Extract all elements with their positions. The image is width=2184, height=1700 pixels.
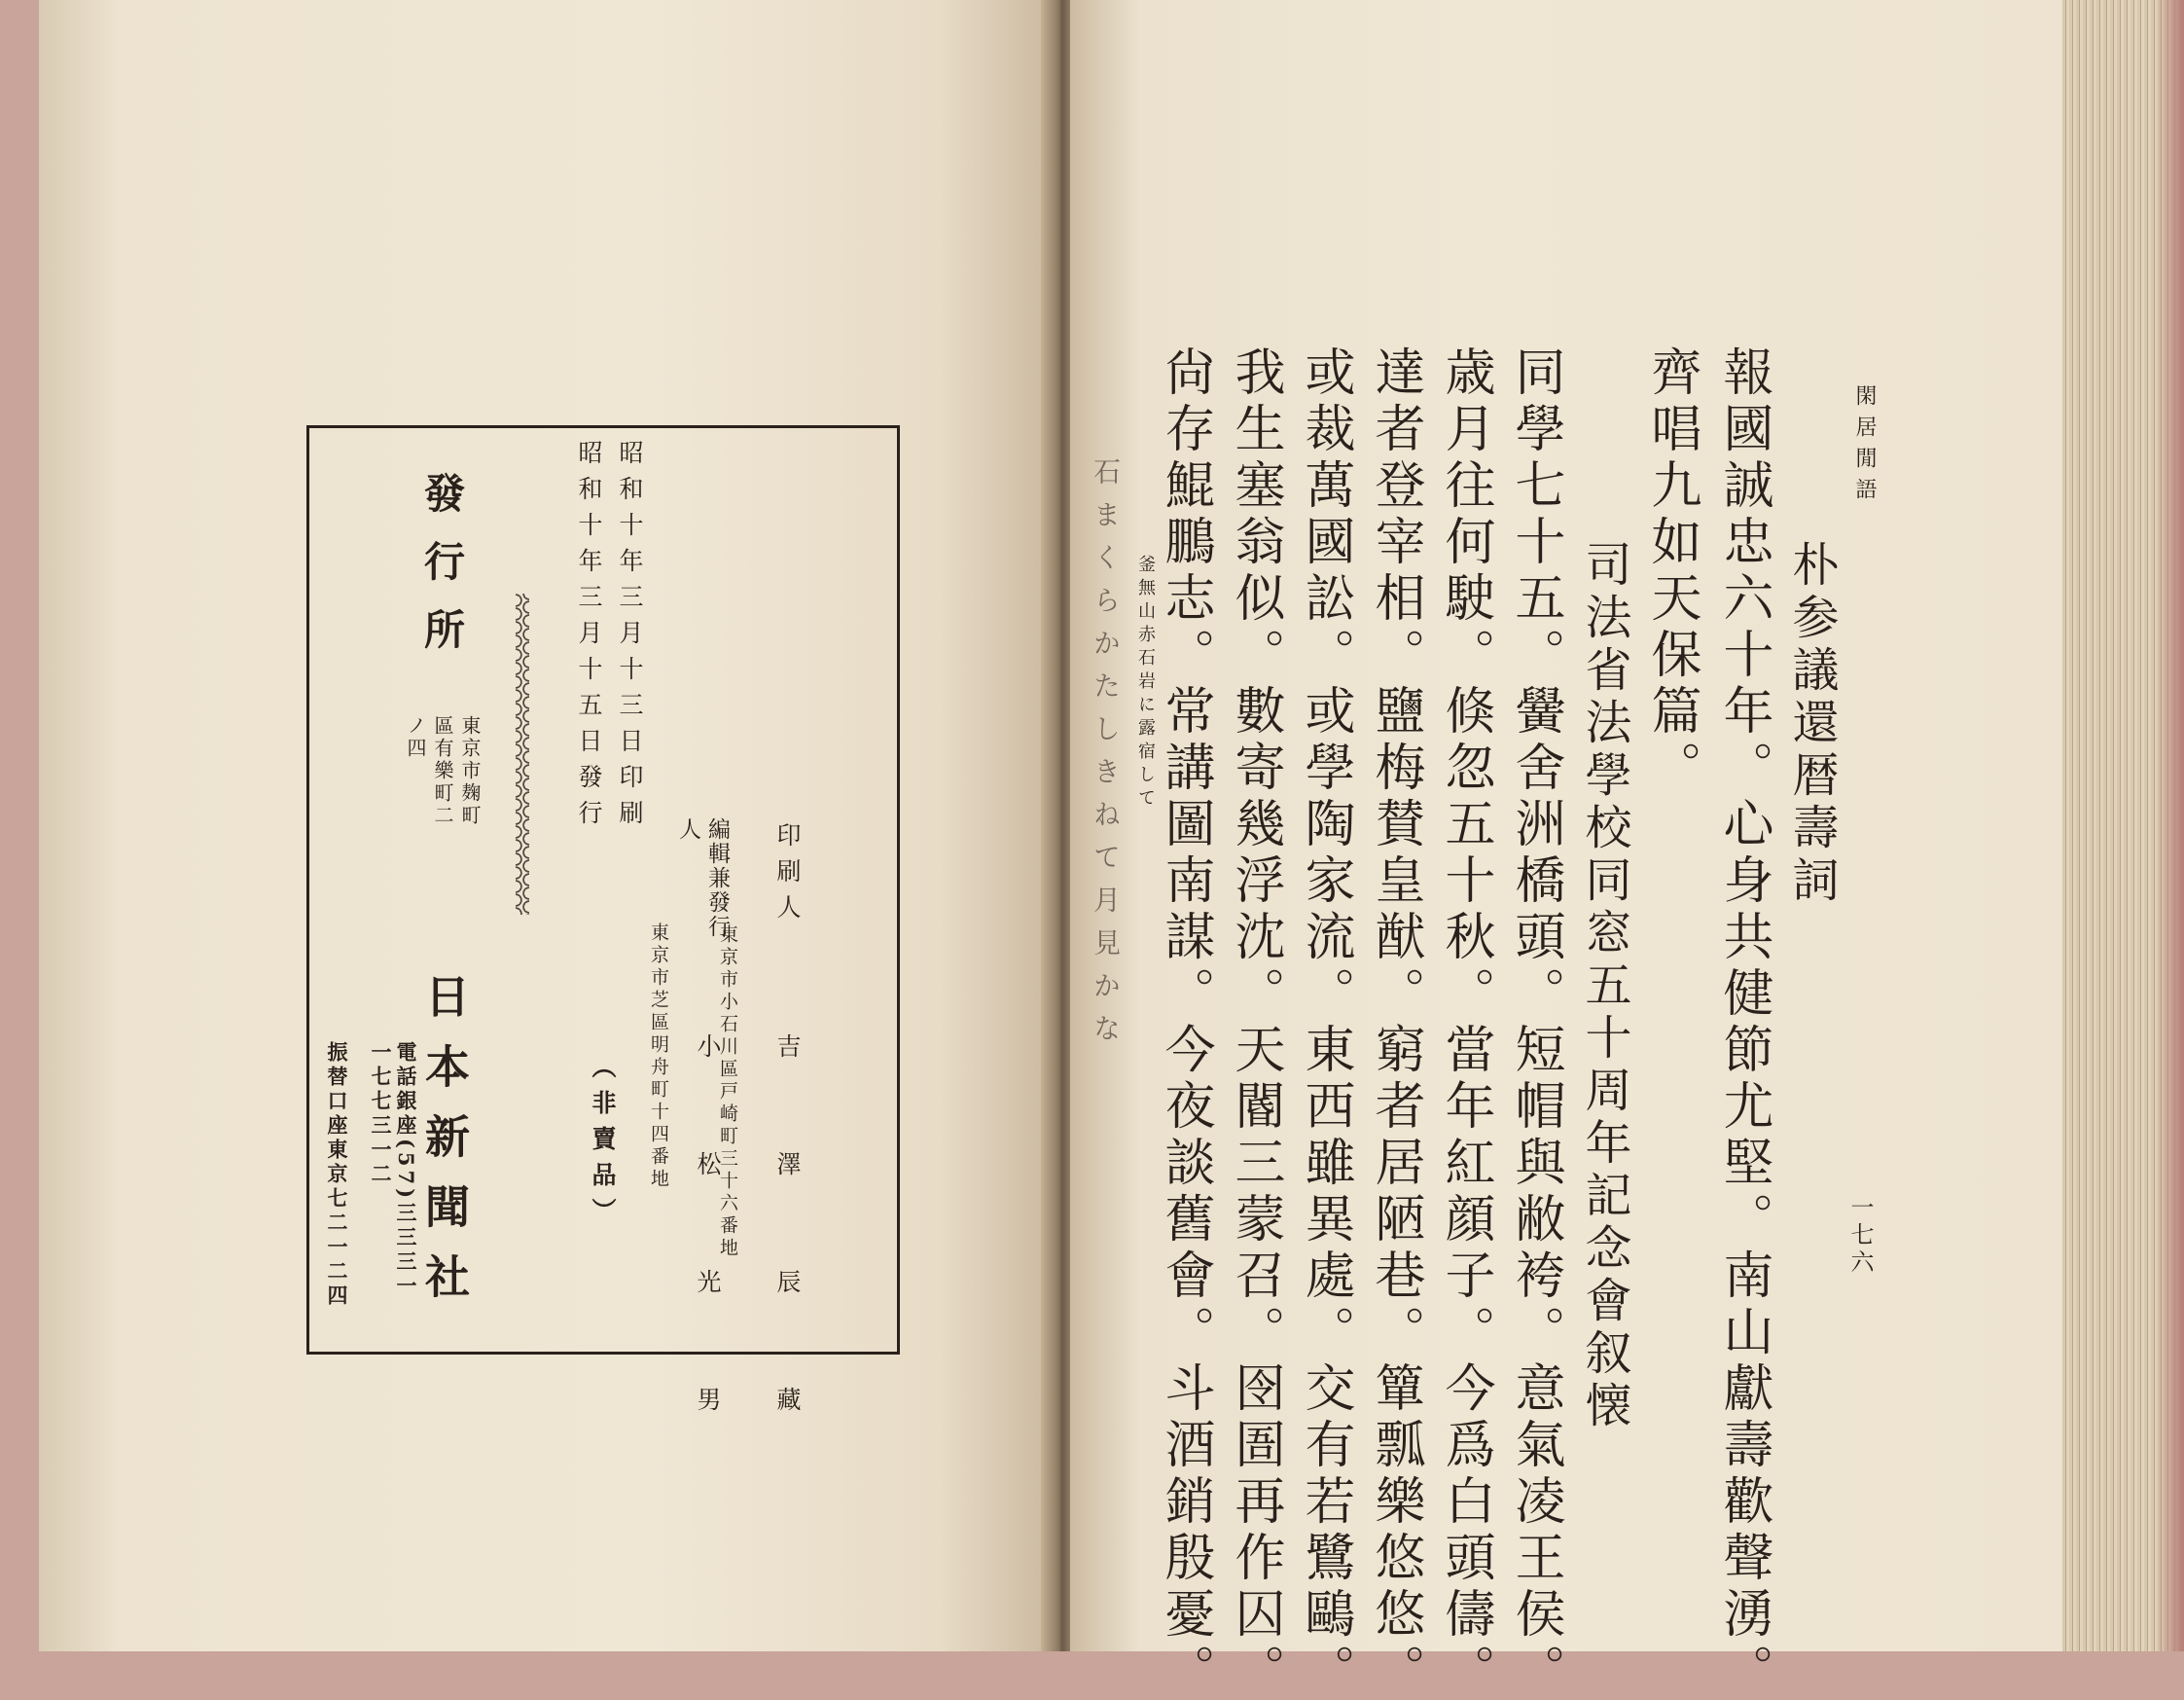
- poem-caption: 釜無山赤石岩に露宿して: [1135, 555, 1156, 812]
- issued-date: 昭和十年三月十五日發行: [575, 440, 603, 836]
- handwritten-note: 石まくらかたしきねて月見かな: [1090, 457, 1122, 1057]
- poem-2-line-4: 或裁萬國訟。或學陶家流。東西雖異處。交有若鷺鷗。: [1296, 345, 1354, 1700]
- printed-date: 昭和十年三月十三日印刷: [616, 440, 644, 836]
- poem-2-line-3: 達者登宰相。鹽梅賛皇猷。窮者居陋巷。簞瓢樂悠悠。: [1366, 345, 1424, 1700]
- editor-role: 編輯兼發行人: [675, 817, 730, 939]
- poem-1-line-2: 齊唱九如天保篇。: [1642, 345, 1701, 797]
- page-number: 一七六: [1846, 1195, 1874, 1277]
- poem-2-line-6: 尙存鯤鵬志。常講圖南謀。今夜談舊會。斗酒銷殷憂。: [1156, 345, 1214, 1700]
- poem-1-line-1: 報國誠忠六十年。心身共健節尤堅。南山獻壽歡聲湧。: [1714, 345, 1772, 1700]
- printer-address: 東京市小石川區戸崎町三十六番地: [717, 924, 738, 1260]
- not-for-sale-label: （非賣品）: [589, 1054, 617, 1234]
- editor-address: 東京市芝區明舟町十四番地: [648, 922, 669, 1191]
- poem-2-line-2: 歳月往何駛。倏忽五十秋。當年紅顔子。今爲白頭儔。: [1436, 345, 1494, 1700]
- poem-2-line-5: 我生塞翁似。數寄幾浮沈。天閽三蒙召。囹圄再作囚。: [1226, 345, 1284, 1700]
- publisher-label: 發行所: [418, 472, 466, 676]
- right-page: [1070, 0, 2062, 1651]
- transfer-account: 振替口座東京七二一二四: [325, 1041, 349, 1309]
- printer-role: 印刷人: [773, 822, 802, 930]
- publisher-address: 東京市麹町區有樂町二ノ四: [404, 715, 482, 827]
- page-edges: [2062, 0, 2184, 1651]
- printer-name: 吉 澤 辰 藏: [773, 1033, 802, 1454]
- wavy-divider: [516, 594, 529, 915]
- running-head: 閑居閒語: [1852, 384, 1877, 509]
- poem-title-2: 司法省法學校同窓五十周年記念會叙懐: [1577, 540, 1631, 1433]
- colophon-box: [306, 425, 900, 1454]
- poem-title-1: 朴参議還暦壽詞: [1784, 540, 1839, 908]
- poem-2-line-1: 同學七十五。黌舍洲橋頭。短帽與敝袴。意氣凌王侯。: [1506, 345, 1564, 1700]
- phone-number: 電話銀座(57)三三三一一七七三一二: [369, 1041, 418, 1300]
- publisher-name: 日本新聞社: [418, 973, 471, 1323]
- editor-name: 小 松 光 男: [694, 1033, 722, 1454]
